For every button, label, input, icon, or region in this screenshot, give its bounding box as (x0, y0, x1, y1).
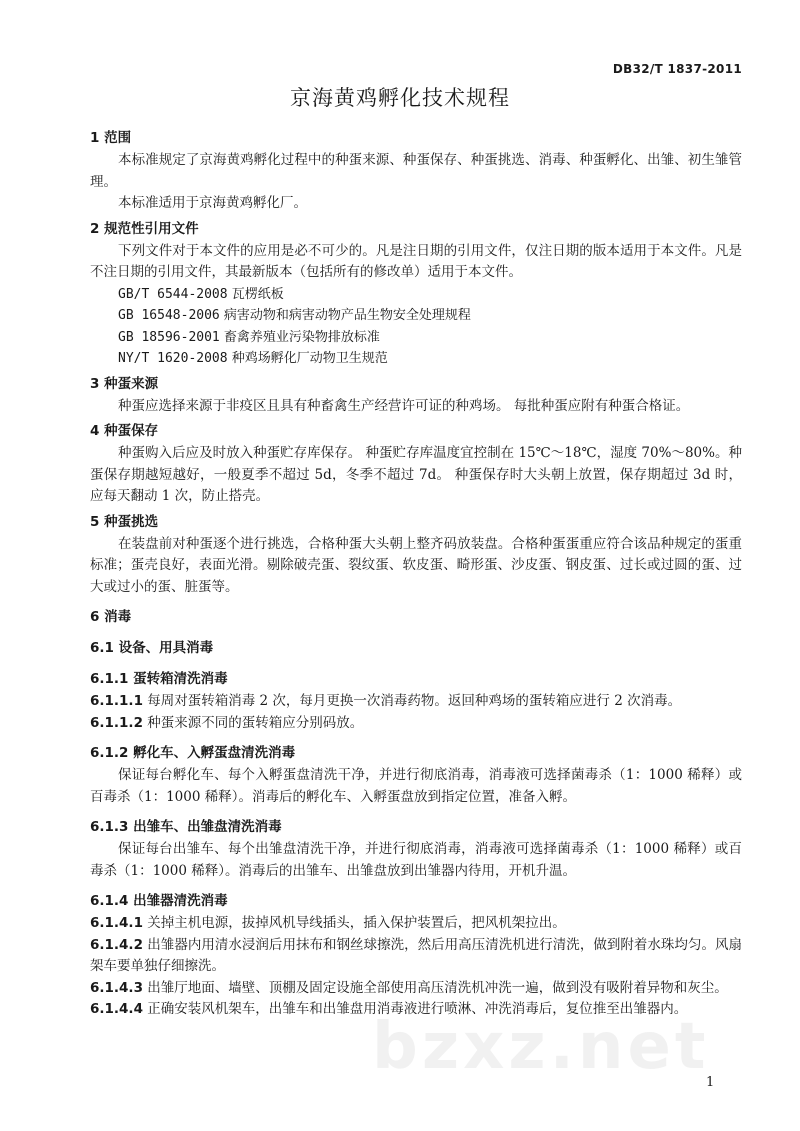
reference-code: NY/T 1620-2008 (118, 351, 228, 366)
clause-text: 正确安装风机架车，出雏车和出雏盘用消毒液进行喷淋、冲洗消毒后，复位推至出雏器内。 (147, 1001, 688, 1017)
clause-6-1-4-3 (90, 978, 742, 1000)
reference-title: 病害动物和病害动物产品生物安全处理规程 (223, 308, 471, 323)
document-title: 京海黄鸡孵化技术规程 (290, 86, 510, 110)
standard-code: DB32/T 1837-2011 (612, 62, 742, 76)
page-number: 1 (706, 1075, 715, 1090)
watermark: bzxz.net (372, 1010, 710, 1084)
section-heading-normative-references: 2 规范性引用文件 (90, 220, 199, 237)
reference-title: 瓦楞纸板 (231, 286, 284, 302)
clause-number: 6.1.4.3 (90, 979, 143, 996)
clause-number: 6.1.1.2 (90, 714, 143, 731)
clause-text: 出雏器内用清水浸润后用抹布和钢丝球擦洗，然后用高压清洗机进行清洗，做到附着水珠均匀。风扇架车要单独仔细擦洗。 (90, 936, 742, 974)
subsection-heading-6-1-2: 6.1.2 孵化车、入孵蛋盘清洗消毒 (90, 745, 296, 761)
reference-item (90, 284, 742, 306)
clause-number: 6.1.4.4 (90, 1001, 143, 1017)
clause-number: 6.1.4.1 (90, 915, 143, 931)
section-heading-disinfection: 6 消毒 (90, 609, 132, 625)
subsection-heading-6-1-4: 6.1.4 出雏器清洗消毒 (90, 893, 228, 909)
section-heading-egg-selection: 5 种蛋挑选 (90, 513, 159, 530)
clause-6-1-4-1 (90, 913, 742, 935)
clause-text: 关掉主机电源，拔掉风机导线插头，插入保护装置后，把风机架拉出。 (147, 915, 566, 931)
clause-6-1-1-2 (90, 713, 742, 735)
paragraph: 保证每台出雏车、每个出雏盘清洗干净，并进行彻底消毒，消毒液可选择菌毒杀（1：1000 稀释）或百毒杀（1：1000 稀释）。消毒后的出雏车、出雏盘放到出雏器内待用，开机升温。 (90, 841, 742, 879)
clause-text: 每周对蛋转箱消毒 2 次，每月更换一次消毒药物。返回种鸡场的蛋转箱应进行 2 次消毒。 (147, 693, 682, 709)
paragraph: 本标准规定了京海黄鸡孵化过程中的种蛋来源、种蛋保存、种蛋挑选、消毒、种蛋孵化、出雏、初生雏管理。 (90, 152, 742, 190)
paragraph: 本标准适用于京海黄鸡孵化厂。 (118, 195, 307, 211)
clause-number: 6.1.1.1 (90, 693, 143, 709)
reference-title: 畜禽养殖业污染物排放标准 (223, 329, 380, 345)
reference-code: GB 16548-2006 (118, 308, 220, 323)
reference-item (90, 305, 742, 327)
clause-text: 种蛋来源不同的蛋转箱应分别码放。 (147, 714, 364, 731)
subsection-heading-6-1-1: 6.1.1 蛋转箱清洗消毒 (90, 671, 228, 687)
clause-text: 出雏厅地面、墙壁、顶棚及固定设施全部使用高压清洗机冲洗一遍，做到没有吸附着异物和灰尘。 (147, 979, 728, 996)
clause-6-1-1-1 (90, 691, 742, 713)
section-heading-scope: 1 范围 (90, 130, 132, 146)
section-heading-egg-storage: 4 种蛋保存 (90, 423, 159, 439)
paragraph: 在装盘前对种蛋逐个进行挑选，合格种蛋大头朝上整齐码放装盘。合格种蛋蛋重应符合该品种规定的蛋重标准；蛋壳良好，表面光滑。剔除破壳蛋、裂纹蛋、软皮蛋、畸形蛋、沙皮蛋、钢皮蛋、过长或过圆的蛋、过大或过小的蛋、脏蛋等。 (90, 535, 742, 595)
subsection-heading-6-1: 6.1 设备、用具消毒 (90, 640, 214, 656)
paragraph: 下列文件对于本文件的应用是必不可少的。凡是注日期的引用文件，仅注日期的版本适用于本文件。凡是不注日期的引用文件，其最新版本（包括所有的修改单）适用于本文件。 (90, 242, 742, 280)
document-body (90, 124, 742, 1021)
clause-6-1-4-2 (90, 935, 742, 978)
reference-item (90, 348, 742, 370)
reference-item (90, 327, 742, 349)
reference-title: 种鸡场孵化厂动物卫生规范 (231, 351, 388, 366)
section-heading-egg-source: 3 种蛋来源 (90, 375, 159, 392)
paragraph: 保证每台孵化车、每个入孵蛋盘清洗干净，并进行彻底消毒，消毒液可选择菌毒杀（1：1000 稀释）或百毒杀（1：1000 稀释）。消毒后的孵化车、入孵蛋盘放到指定位置，准备入孵。 (90, 767, 742, 805)
reference-code: GB/T 6544-2008 (118, 286, 228, 302)
reference-code: GB 18596-2001 (118, 329, 220, 345)
clause-number: 6.1.4.2 (90, 936, 143, 953)
subsection-heading-6-1-3: 6.1.3 出雏车、出雏盘清洗消毒 (90, 819, 282, 835)
paragraph: 种蛋购入后应及时放入种蛋贮存库保存。 种蛋贮存库温度宜控制在 15℃～18℃，湿度 70%～80%。种蛋保存期越短越好，一般夏季不超过 5d，冬季不超过 7d。 种蛋保存时大头朝上放置，保存期超过 3d 时，应每天翻动 1 次，防止搭壳。 (90, 445, 742, 504)
paragraph: 种蛋应选择来源于非疫区且具有种畜禽生产经营许可证的种鸡场。 每批种蛋应附有种蛋合格证。 (118, 397, 690, 414)
